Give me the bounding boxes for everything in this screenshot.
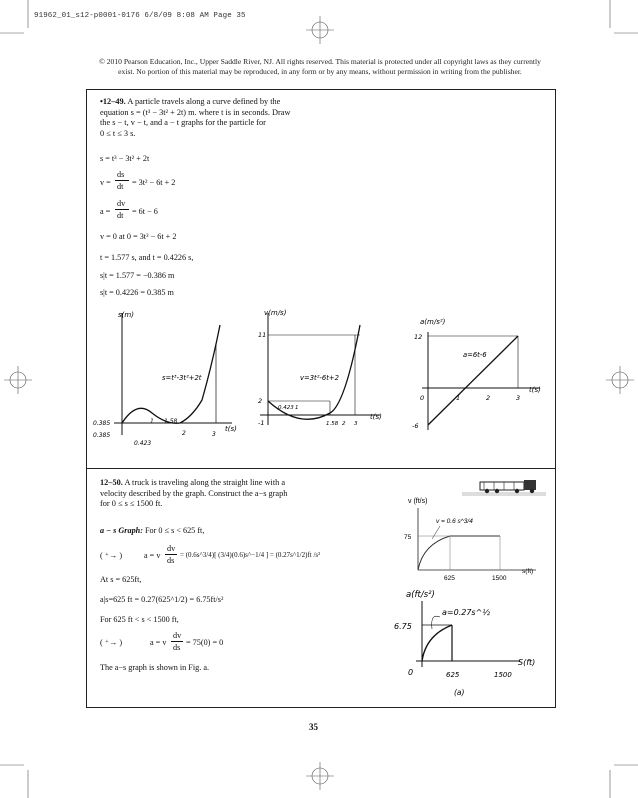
problem-number: 12–50. [100, 478, 123, 487]
range-line: For 625 ft < s < 1500 ft, [100, 615, 179, 624]
axis-label-a: a(ft/s²) [406, 590, 435, 600]
registration-target-top [306, 16, 334, 44]
tick-label: 625 [444, 575, 455, 582]
axis-label-a: a(m/s²) [420, 318, 446, 326]
problem-12-49-statement [100, 97, 312, 139]
curve-label: s=t³-3t²+2t [162, 374, 202, 382]
graph-v-s [388, 494, 548, 584]
truck-cab [524, 480, 536, 490]
curve-label: a=0.27s^½ [442, 608, 491, 617]
tick-label: 3 [354, 421, 358, 427]
equation-s: s = t³ − 3t² + 2t [100, 154, 150, 163]
registration-target-right [606, 366, 634, 394]
axis-label-t: t(s) [529, 386, 541, 394]
truck-trailer [480, 482, 524, 490]
graph-v-t [250, 305, 410, 435]
tick-label: 3 [516, 394, 521, 402]
tick-label: 0 [420, 394, 425, 402]
tick-label: 12 [414, 333, 423, 341]
problem-divider [86, 468, 556, 469]
tick-label: 0.385 [93, 420, 111, 427]
tick-label: 1 [456, 394, 461, 402]
tick-label: -6 [412, 422, 419, 430]
equation-s-at-t2: s|t = 0.4226 = 0.385 m [100, 288, 174, 297]
axis-label-v: v (ft/s) [408, 498, 428, 505]
leader-line [432, 616, 440, 629]
statement-line: A truck is traveling along the straight line with a [124, 478, 286, 487]
tick-label: 3 [212, 431, 216, 438]
statement-line: for 0 ≤ s ≤ 1500 ft. [100, 499, 163, 509]
tick-label: 1 [150, 418, 154, 425]
tick-label: 11 [258, 331, 267, 339]
equation-a-2: a|s=625 ft = 0.27(625^1/2) = 6.75ft/s² [100, 595, 224, 604]
print-slug: 91962_01_s12-p0001-0176 6/8/09 8:08 AM Page 35 [34, 12, 246, 20]
axis-label-s: s(ft) [522, 568, 534, 575]
curve-label: v = 0.6 s^3/4 [436, 518, 473, 525]
tick-label: 75 [404, 534, 412, 541]
tick-label: 1500 [494, 671, 512, 679]
statement-line: equation s = (t³ − 3t² + 2t) m. where t is in seconds. Draw [100, 107, 291, 117]
tick-label: 2 [486, 394, 491, 402]
statement-line: A particle travels along a curve defined by the [127, 97, 281, 106]
tick-label: 0 [408, 668, 414, 677]
figure-note: The a−s graph is shown in Fig. a. [100, 663, 209, 672]
graph-a-s [392, 585, 548, 700]
equation-s-at-t1: s|t = 1.577 = −0.386 m [100, 271, 175, 280]
registration-target-bottom [306, 762, 334, 790]
curve-label: v=3t²-6t+2 [300, 374, 339, 382]
curve-a-s [422, 625, 452, 661]
copyright-notice [70, 57, 570, 77]
tick-label: 2 [342, 421, 346, 427]
equation-roots: t = 1.577 s, and t = 0.4226 s, [100, 253, 194, 262]
equation-v-zero: v = 0 at 0 = 3t² − 6t + 2 [100, 232, 177, 241]
tick-label: 6.75 [394, 622, 412, 631]
tick-label: 1500 [492, 575, 507, 582]
axis-label-t: t(s) [225, 425, 237, 433]
tick-label: 1.58 [164, 418, 178, 425]
tick-label: 0.423 [134, 440, 152, 447]
axis-label-v: v(m/s) [264, 309, 287, 317]
tick-label: 0.385 [93, 432, 111, 439]
tick-label: 2 [258, 397, 263, 405]
axis-label-t: t(s) [370, 413, 382, 421]
graph-heading: a − s Graph: For 0 ≤ s < 625 ft, [100, 526, 205, 535]
registration-target-left [4, 366, 32, 394]
statement-line: 0 ≤ t ≤ 3 s. [100, 128, 136, 138]
tick-label: 1 [295, 405, 299, 411]
axis-label-s: S(ft) [518, 658, 536, 667]
copyright-line-2: exist. No portion of this material may be reproduced, in any form or by any means, without permission in writing from the publisher. [118, 67, 522, 76]
figure-caption: (a) [454, 688, 465, 697]
axis-label-s: s(m) [118, 311, 134, 319]
tick-label: 625 [446, 671, 460, 679]
graph-a-t [408, 310, 554, 440]
problem-number: •12–49. [100, 97, 126, 106]
problem-12-50-statement [100, 478, 312, 510]
tick-label: -1 [258, 419, 265, 427]
page-number: 35 [309, 722, 318, 732]
curve-label: a=6t-6 [463, 351, 487, 359]
tick-label: 1.58 [326, 421, 339, 427]
crop-marks-bottom [0, 765, 638, 798]
graph-s-t [92, 305, 252, 455]
tick-label: 0.423 [278, 405, 294, 411]
leader-line [432, 526, 440, 539]
statement-line: velocity described by the graph. Construct the a−s graph [100, 488, 288, 498]
at-s-line: At s = 625ft, [100, 575, 142, 584]
statement-line: the s − t, v − t, and a − t graphs for the particle for [100, 118, 266, 128]
line-a-t [428, 336, 521, 425]
curve-v-s [418, 536, 450, 570]
copyright-line-1: © 2010 Pearson Education, Inc., Upper Saddle River, NJ. All rights reserved. This material is protected under all copyright laws as they currently [99, 57, 541, 66]
tick-label: 2 [182, 430, 186, 437]
